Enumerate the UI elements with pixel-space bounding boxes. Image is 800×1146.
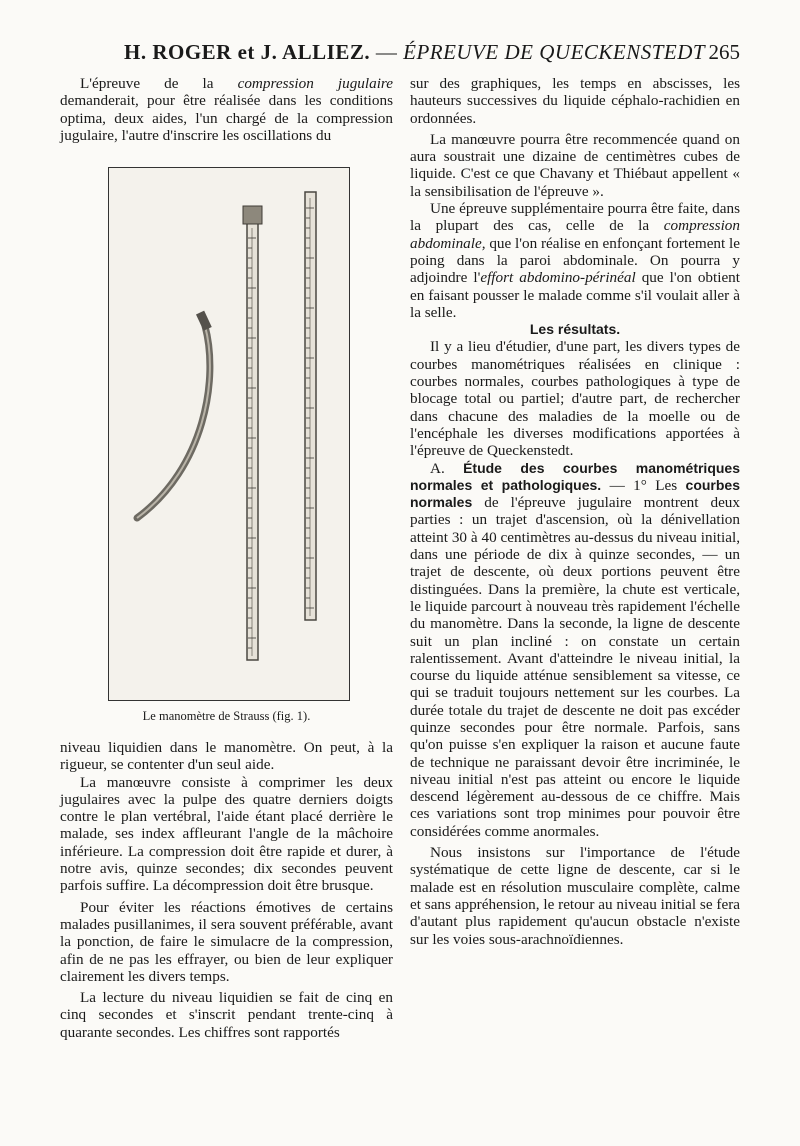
paragraph: Nous insistons sur l'importance de l'étude systématique de cette ligne de descente, car si le malade est en résolution musculaire complète, calme et sans appréhension, le retour au niveau initial se fera d'autant plus rapidement qu'aucun obstacle n'existe sur les voies sous-arachnoïdiennes. bbox=[410, 844, 740, 948]
text-run: — 1° Les bbox=[601, 476, 686, 494]
manometer-illustration bbox=[109, 168, 349, 700]
text-run: que l'on obtient en faisant pousser le malade comme s'il voulait aller à la selle. bbox=[410, 269, 740, 321]
bold-term: courbes normales bbox=[410, 476, 740, 511]
running-header bbox=[60, 40, 760, 74]
figure-caption: Le manomètre de Strauss (fig. 1). bbox=[142, 709, 311, 723]
paragraph: Il y a lieu d'étudier, d'une part, les divers types de courbes manométriques réalisées en clinique : courbes normales, courbes pathologiques à type de blocage total ou partiel; d'autre part, de rechercher dans chacune des maladies de la moelle ou de l'encéphale les diverses modifications apportées à l'épreuve de Queckenstedt. bbox=[410, 338, 740, 460]
paragraph: Pour éviter les réactions émotives de certains malades pusillanimes, il sera souvent préférable, avant la ponction, de faire le simulacre de la compression, afin de ne pas les effrayer, ou bien de leur expliquer clairement les divers temps. bbox=[60, 898, 393, 985]
right-column bbox=[410, 75, 740, 948]
left-column-top bbox=[60, 75, 393, 144]
header-authors: H. ROGER et J. ALLIEZ. bbox=[124, 40, 371, 64]
header-work-title: ÉPREUVE DE QUECKENSTEDT bbox=[403, 40, 706, 64]
paragraph: La manœuvre pourra être recommencée quand on aura soustrait une dizaine de centimètres cubes de liquide. C'est ce que Chavany et Thiébaut appellent « la sensibilisation de l'épreuve ». bbox=[410, 130, 740, 200]
needle-connector bbox=[196, 311, 212, 331]
paragraph: La lecture du niveau liquidien se fait de cinq en cinq secondes et s'inscrit pendant trente-cinq à quarante secondes. Les chiffres sont rapportés bbox=[60, 989, 393, 1041]
italic-term: compression jugulaire bbox=[237, 75, 393, 92]
paragraph: La manœuvre consiste à comprimer les deux jugulaires avec la pulpe des quatre derniers doigts contre le plan vertébral, l'aide étant placé derrière le malade, ses index affleurant l'angle de la mâchoire inférieure. La compression doit être rapide et durer, à notre avis, quinze secondes; dix secondes peuvent parfois suffire. La décompression doit être brusque. bbox=[60, 773, 393, 895]
italic-term: effort abdomino-périnéal bbox=[480, 269, 636, 287]
text-run: L'épreuve de la bbox=[80, 75, 238, 92]
text-run: A. bbox=[430, 459, 464, 477]
italic-term: compression abdominale, bbox=[410, 217, 740, 252]
rubber-tube bbox=[137, 326, 210, 518]
paragraph bbox=[410, 460, 740, 841]
paragraph bbox=[410, 200, 740, 321]
text-run: Une épreuve supplémentaire pourra être faite, dans la plupart des cas, celle de la bbox=[410, 200, 740, 235]
paragraph: niveau liquidien dans le manomètre. On peut, à la rigueur, se contenter d'un seul aide. bbox=[60, 739, 393, 774]
paragraph bbox=[60, 75, 393, 144]
header-dash: — bbox=[370, 40, 404, 64]
figure-strauss-manometer bbox=[108, 167, 350, 701]
tube-1-stopper bbox=[243, 206, 262, 224]
section-title: Les résultats. bbox=[529, 321, 621, 338]
bold-heading: Étude des courbes manométriques normales et pathologiques. bbox=[410, 459, 740, 493]
page-number: 265 bbox=[708, 40, 740, 64]
text-run: demanderait, pour être réalisée dans les conditions optima, deux aides, l'un chargé de la compression jugulaire, l'autre d'inscrire les oscillations du bbox=[60, 92, 393, 144]
text-run: de l'épreuve jugulaire montrent deux parties : un trajet d'ascension, où la dénivellation atteint 30 à 40 centimètres au-dessus du niveau initial, dans une période de dix à quinze secondes, — un trajet de descente, où deux portions peuvent être distinguées. Dans la première, la chute est verticale, le liquide parcourt à nouveau très rapidement l'échelle du manomètre. Dans la seconde, la ligne de descente suit un plan incliné : on constate un certain ralentissement. Avant d'atteindre le niveau initial, la course du liquide atténue sensiblement sa vitesse, ce qui se traduit toujours nettement sur les courbes. La durée totale du trajet de descente ne doit pas excéder quinze secondes pour être normale. Parfois, sans qu'on puisse s'en expliquer la raison et aucune faute de technique ne paraissant devoir être incriminée, le niveau initial n'est pas atteint ou encore le liquide descend légèrement au-dessous de ce chiffre. Mais ces variations sont trop minimes pour pouvoir être considérées comme anormales. bbox=[410, 494, 740, 840]
text-run: que l'on réalise en enfonçant fortement le poing dans la paroi abdominale. On pourra y adjoindre l' bbox=[410, 234, 741, 287]
paragraph: sur des graphiques, les temps en abscisses, les hauteurs successives du liquide céphalo-rachidien en ordonnées. bbox=[410, 75, 740, 127]
left-column-bottom bbox=[60, 739, 393, 1041]
header-title bbox=[124, 40, 706, 65]
